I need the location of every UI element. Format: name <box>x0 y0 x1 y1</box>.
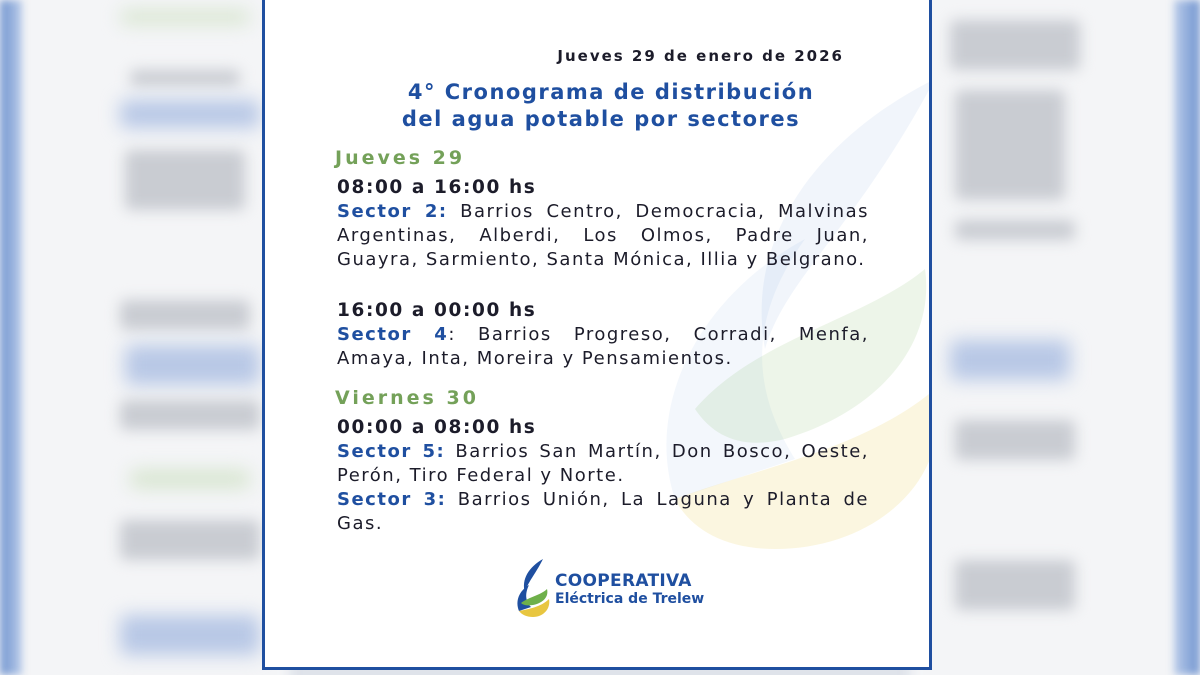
blur-shape <box>120 400 260 430</box>
blur-shape <box>120 100 260 128</box>
blur-shape <box>955 220 1075 240</box>
cooperativa-logo <box>513 557 713 621</box>
background-edge-left <box>0 0 22 675</box>
title-line-1: 4° Cronograma de distribución <box>407 80 815 104</box>
blur-shape <box>120 10 250 24</box>
sector-entry <box>337 323 869 371</box>
flame-drop-logo-icon <box>513 557 553 621</box>
blur-shape <box>120 520 260 560</box>
title-line-2: del agua potable por sectores <box>401 107 801 131</box>
time-range: 08:00 a 16:00 hs <box>337 177 537 198</box>
blur-shape <box>950 20 1080 70</box>
blur-shape <box>950 340 1070 380</box>
time-range: 16:00 a 00:00 hs <box>337 300 537 321</box>
sector-label: Sector 2: <box>337 201 448 222</box>
sector-neighborhoods: : Barrios Progreso, Corradi, Menfa, Amaya, Inta, Moreira y Pensamientos. <box>337 324 869 369</box>
date-heading: Jueves 29 de enero de 2026 <box>557 47 844 65</box>
day-heading: Jueves 29 <box>335 147 466 169</box>
blur-shape <box>120 300 250 330</box>
blur-shape <box>125 345 260 385</box>
sector-neighborhoods: Barrios San Martín, Don Bosco, Oeste, Perón, Tiro Federal y Norte. <box>337 441 869 486</box>
day-heading: Viernes 30 <box>335 387 479 409</box>
sector-label: Sector 3: <box>337 489 447 510</box>
time-range: 00:00 a 08:00 hs <box>337 417 537 438</box>
blur-shape <box>955 560 1075 610</box>
blur-shape <box>125 150 245 210</box>
blur-shape <box>130 70 240 86</box>
sector-entry <box>337 488 869 536</box>
announcement-card <box>262 0 932 670</box>
sector-entry <box>337 440 869 488</box>
blur-shape <box>130 470 250 488</box>
sector-label: Sector 5: <box>337 441 446 462</box>
blur-shape <box>120 615 260 655</box>
sector-label: Sector 4 <box>337 324 449 345</box>
logo-title: COOPERATIVA <box>555 571 692 591</box>
sector-neighborhoods: Barrios Unión, La Laguna y Planta de Gas. <box>337 489 869 534</box>
logo-subtitle: Eléctrica de Trelew <box>555 591 705 607</box>
blur-shape <box>955 420 1075 460</box>
sector-neighborhoods: Barrios Centro, Democracia, Malvinas Argentinas, Alberdi, Los Olmos, Padre Juan, Guayra, Sarmiento, Santa Mónica, Illia y Belgrano. <box>337 201 869 270</box>
schedule-content <box>337 145 869 536</box>
sector-entry <box>337 200 869 272</box>
blur-shape <box>955 90 1065 200</box>
background-edge-right <box>1174 0 1200 675</box>
page-title <box>265 79 929 133</box>
